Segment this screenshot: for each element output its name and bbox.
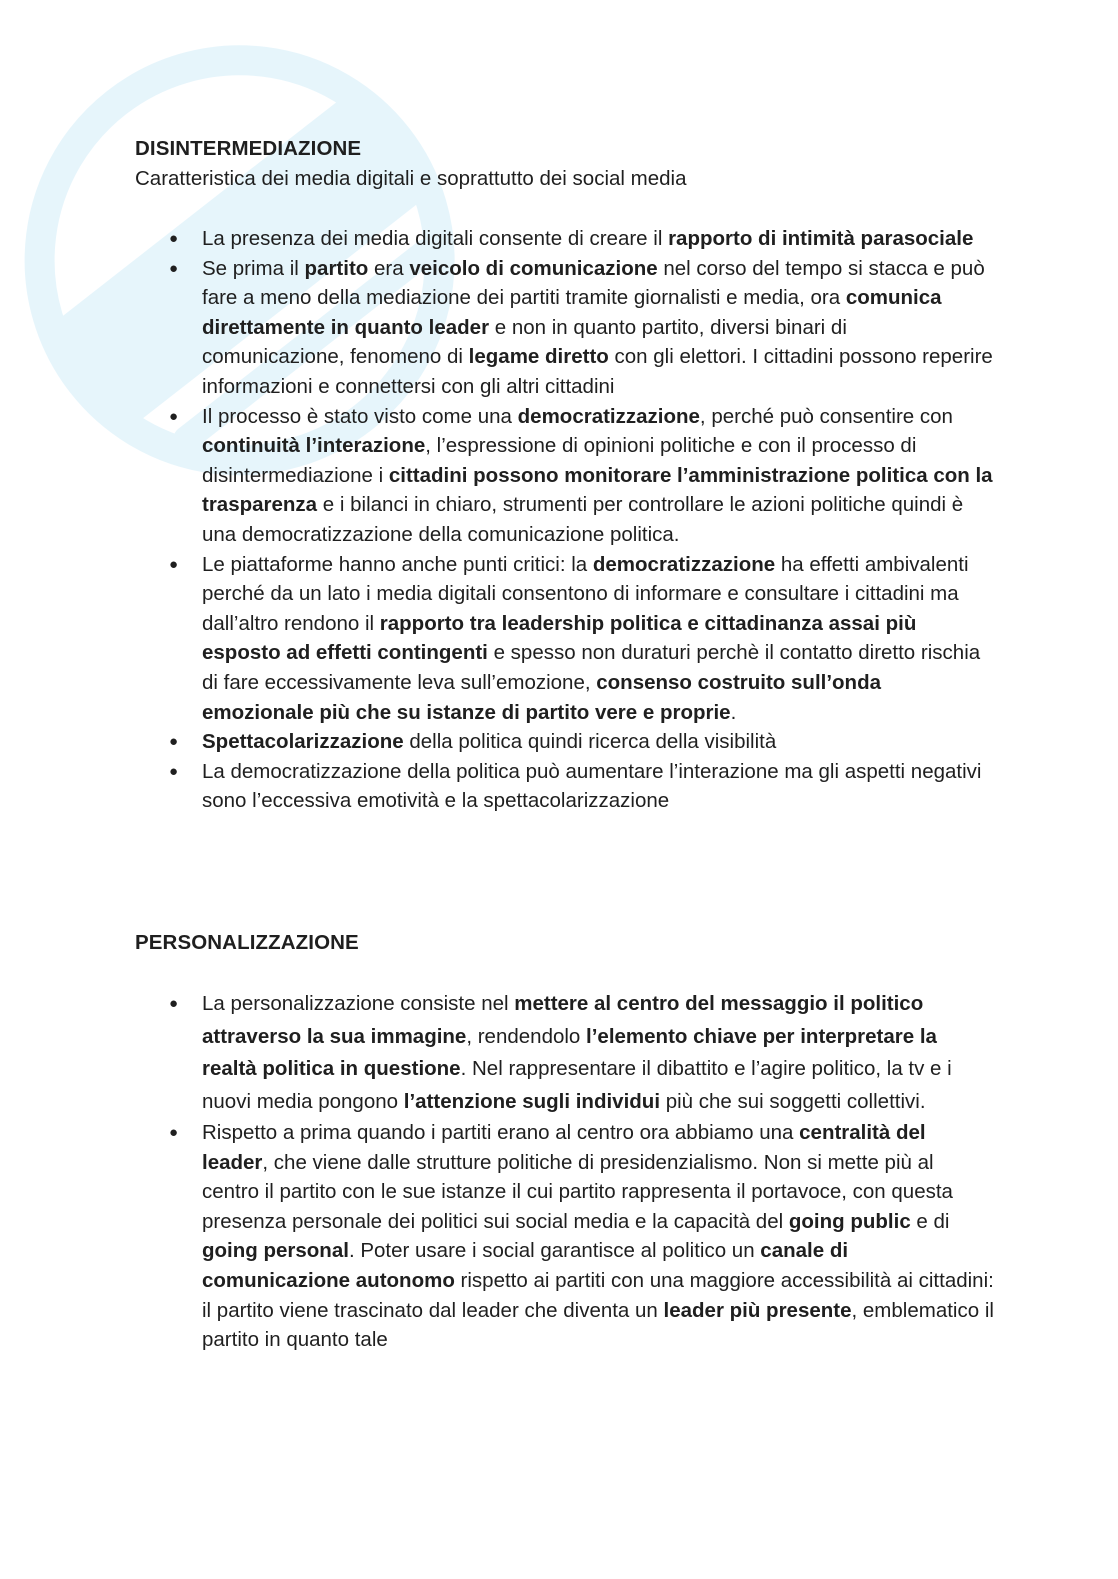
- list-item: [135, 254, 995, 402]
- text: e i bilanci in chiaro, strumenti per controllare le azioni politiche quindi è una democratizzazione della comunicazione politica.: [202, 493, 964, 546]
- text: , emblematico il partito in quanto tale: [202, 1298, 994, 1352]
- list-item: [135, 1118, 995, 1355]
- text: . Poter usare i social garantisce al politico un: [348, 1239, 761, 1263]
- list-item: [135, 988, 995, 1118]
- text: , l’espressione di opinioni politiche e con il processo di disintermediazione i: [202, 434, 917, 487]
- bold-text: veicolo di comunicazione: [409, 256, 658, 280]
- bullet-icon: ●: [169, 230, 179, 247]
- bullet-icon: ●: [169, 259, 179, 277]
- bold-text: comunica direttamente in quanto leader: [202, 286, 942, 339]
- text: rispetto ai partiti con una maggiore accessibilità ai cittadini: il partito viene trascinato dal leader che diventa un: [202, 1268, 994, 1322]
- bold-text: l’attenzione sugli individui: [403, 1089, 661, 1113]
- text: con gli elettori. I cittadini possono reperire informazioni e connettersi con gli altri cittadini: [202, 345, 993, 398]
- bold-text: partito: [304, 256, 369, 280]
- section-subtitle: Caratteristica dei media digitali e soprattutto dei social media: [135, 167, 687, 190]
- bullet-icon: ●: [169, 555, 179, 573]
- text: era: [368, 256, 410, 280]
- list-item: [135, 224, 995, 254]
- section-personalizzazione: [135, 928, 995, 1355]
- bullet-list: [135, 988, 995, 1355]
- bullet-icon: ●: [169, 407, 179, 425]
- text: La democratizzazione della politica può aumentare l’interazione ma gli aspetti negativi sono l’eccessiva emotività e la spettacolarizzazione: [202, 759, 982, 813]
- bullet-list: [135, 224, 995, 816]
- text: Rispetto a prima quando i partiti erano al centro ora abbiamo una: [202, 1121, 800, 1144]
- text: , che viene dalle strutture politiche di presidenzialismo. Non si mette più al centro il partito con le sue istanze il cui partito rappresenta il portavoce, con questa presenza personale dei politici sui social media e la capacità del: [202, 1150, 953, 1233]
- text: Il processo è stato visto come una: [202, 404, 518, 428]
- bold-text: going personal: [202, 1239, 349, 1263]
- bold-text: democratizzazione: [517, 404, 700, 428]
- bold-text: rapporto tra leadership politica e cittadinanza assai più esposto ad effetti contingenti: [202, 611, 917, 665]
- bullet-icon: ●: [169, 995, 179, 1012]
- text: .: [730, 700, 737, 724]
- text: La personalizzazione consiste nel: [202, 992, 515, 1015]
- text: Se prima il: [202, 256, 305, 280]
- text: nel corso del tempo si stacca e può fare a meno della mediazione dei partiti tramite giornalisti e media, ora: [202, 256, 985, 310]
- text: e non in quanto partito, diversi binari di comunicazione, fenomeno di: [202, 315, 847, 369]
- bold-text: leader più presente: [663, 1298, 852, 1322]
- bold-text: going public: [788, 1209, 911, 1233]
- section-heading: PERSONALIZZAZIONE: [135, 931, 359, 954]
- bullet-icon: ●: [169, 733, 179, 751]
- list-item: [135, 402, 995, 550]
- bullet-icon: ●: [169, 762, 179, 780]
- text: ha effetti ambivalenti perché da un lato i media digitali consentono di informare e consultare i cittadini ma dall’altro rendono il: [202, 552, 969, 635]
- section-disintermediazione: [135, 134, 995, 816]
- bullet-icon: ●: [169, 1124, 179, 1141]
- text: più che sui soggetti collettivi.: [660, 1089, 926, 1113]
- bold-text: mettere al centro del messaggio il politico attraverso la sua immagine: [202, 992, 924, 1048]
- bold-text: democratizzazione: [592, 552, 776, 576]
- text: e di: [910, 1209, 950, 1233]
- bold-text: consenso costruito sull’onda emozionale più che su istanze di partito vere e proprie: [202, 670, 882, 724]
- text: Le piattaforme hanno anche punti critici: la: [202, 552, 593, 576]
- text: , perché può consentire con: [699, 404, 953, 428]
- bold-text: centralità del leader: [202, 1121, 926, 1174]
- bold-text: continuità l’interazione: [202, 434, 426, 458]
- section-heading: DISINTERMEDIAZIONE: [135, 137, 362, 160]
- text: e spesso non duraturi perchè il contatto diretto rischia di fare eccessivamente leva sull’emozione,: [202, 641, 981, 694]
- text: , rendendolo: [466, 1024, 587, 1048]
- bold-text: Spettacolarizzazione: [202, 730, 404, 754]
- bold-text: rapporto di intimità parasociale: [668, 227, 974, 250]
- list-item: [135, 757, 995, 816]
- text: della politica quindi ricerca della visibilità: [403, 730, 777, 754]
- text: La presenza dei media digitali consente di creare il: [202, 227, 669, 250]
- bold-text: l’elemento chiave per interpretare la realtà politica in questione: [202, 1024, 937, 1080]
- list-item: [135, 727, 995, 757]
- list-item: [135, 550, 995, 728]
- bold-text: cittadini possono monitorare l’amministrazione politica con la trasparenza: [202, 463, 993, 517]
- text: . Nel rappresentare il dibattito e l’agire politico, la tv e i nuovi media pongono: [202, 1057, 952, 1113]
- bold-text: canale di comunicazione autonomo: [202, 1239, 849, 1292]
- bold-text: legame diretto: [468, 345, 609, 369]
